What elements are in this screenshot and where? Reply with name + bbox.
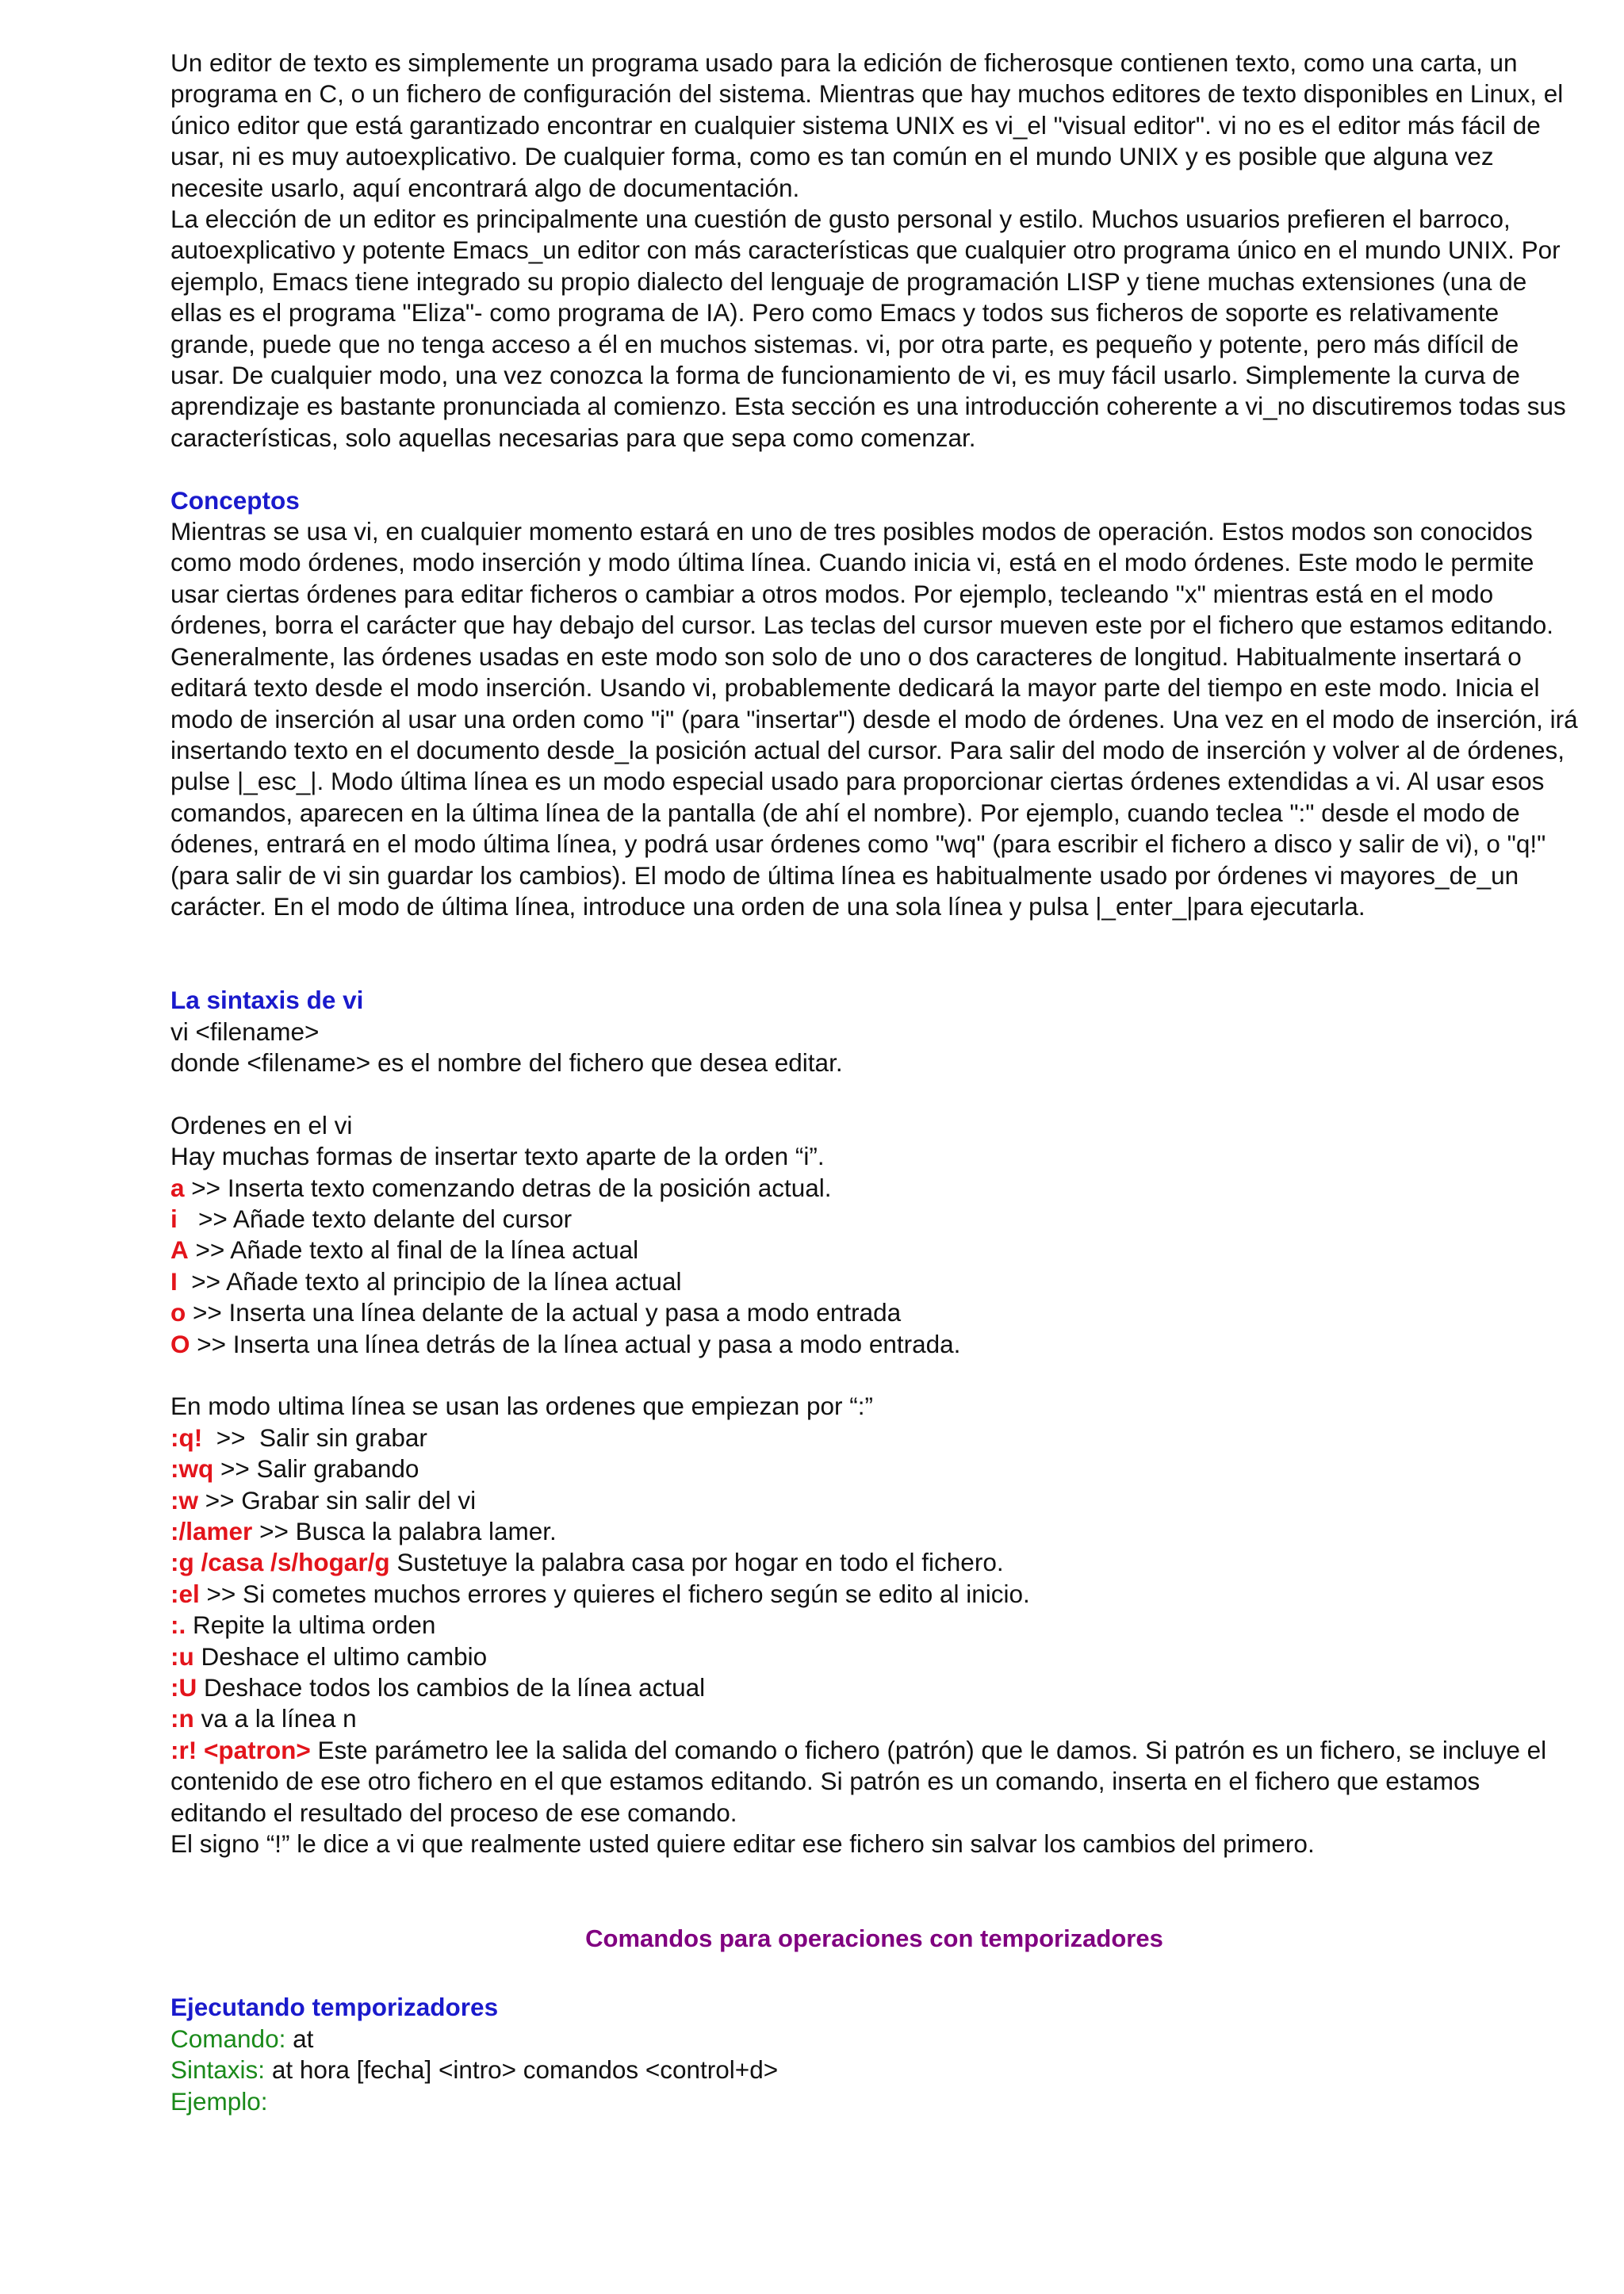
ultima-linea-item bbox=[170, 1516, 1578, 1547]
command-key: :g /casa /s/hogar/g bbox=[170, 1548, 390, 1577]
command-key: :/lamer bbox=[170, 1517, 253, 1546]
command-desc: Sustetuye la palabra casa por hogar en todo el fichero. bbox=[389, 1548, 1004, 1577]
command-desc: Deshace el ultimo cambio bbox=[193, 1641, 488, 1671]
command-key: :q! bbox=[170, 1423, 203, 1452]
ultima-linea-item bbox=[170, 1579, 1578, 1610]
command-desc: >> Busca la palabra lamer. bbox=[252, 1517, 557, 1546]
ultima-linea-item-patron bbox=[170, 1735, 1578, 1829]
spacer bbox=[170, 454, 1578, 484]
ordenes-item bbox=[170, 1235, 1578, 1266]
ultima-linea-item bbox=[170, 1485, 1578, 1516]
command-desc: >> Añade texto delante del cursor bbox=[177, 1204, 573, 1233]
command-key: I bbox=[170, 1266, 178, 1296]
command-desc: >> Inserta una línea delante de la actual y pasa a modo entrada bbox=[186, 1298, 902, 1327]
ordenes-item bbox=[170, 1204, 1578, 1235]
spacer bbox=[170, 1891, 1578, 1923]
command-desc: >> Inserta texto comenzando detras de la posición actual. bbox=[184, 1173, 832, 1202]
command-key: :wq bbox=[170, 1454, 214, 1484]
spacer bbox=[170, 1360, 1578, 1391]
comando-line bbox=[170, 2024, 1578, 2055]
command-key: :n bbox=[170, 1704, 194, 1733]
command-desc: Deshace todos los cambios de la línea actual bbox=[197, 1673, 706, 1702]
spacer bbox=[170, 1078, 1578, 1109]
command-key: :. bbox=[170, 1610, 186, 1640]
signo-note: El signo “!” le dice a vi que realmente usted quiere editar ese fichero sin salvar los cambios del primero. bbox=[170, 1829, 1315, 1859]
command-desc: va a la línea n bbox=[193, 1704, 357, 1733]
conceptos-heading: Conceptos bbox=[170, 485, 300, 515]
ordenes-intro: Hay muchas formas de insertar texto aparte de la orden “i”. bbox=[170, 1142, 825, 1171]
document-page bbox=[170, 48, 1578, 2117]
ultima-linea-list bbox=[170, 1423, 1578, 1829]
command-key: O bbox=[170, 1329, 190, 1358]
command-key: :U bbox=[170, 1673, 197, 1702]
command-key: :u bbox=[170, 1641, 194, 1671]
ejecutando-heading: Ejecutando temporizadores bbox=[170, 1993, 499, 2022]
comando-value: at bbox=[285, 2024, 314, 2053]
command-key: :r! <patron> bbox=[170, 1735, 311, 1764]
ejemplo-line bbox=[170, 2086, 1578, 2117]
command-desc: >> Salir sin grabar bbox=[202, 1423, 427, 1452]
command-desc: >> Salir grabando bbox=[213, 1454, 419, 1484]
command-desc: >> Si cometes muchos errores y quieres el fichero según se edito al inicio. bbox=[199, 1579, 1030, 1608]
spacer bbox=[170, 1954, 1578, 1992]
ultima-linea-item bbox=[170, 1672, 1578, 1703]
comando-label: Comando: bbox=[170, 2024, 286, 2053]
command-desc: Repite la ultima orden bbox=[186, 1610, 436, 1640]
sintaxis-line-1: vi <filename> bbox=[170, 1017, 320, 1046]
temporizadores-heading: Comandos para operaciones con temporizadores bbox=[585, 1924, 1163, 1952]
sintaxis-line-2: donde <filename> es el nombre del fichero que desea editar. bbox=[170, 1047, 843, 1077]
command-key: o bbox=[170, 1298, 186, 1327]
ultima-linea-item bbox=[170, 1703, 1578, 1734]
command-desc: >> Añade texto al final de la línea actual bbox=[188, 1235, 639, 1265]
ejemplo-label: Ejemplo: bbox=[170, 2086, 268, 2116]
command-desc: >> Inserta una línea detrás de la línea actual y pasa a modo entrada. bbox=[190, 1329, 961, 1358]
command-key: i bbox=[170, 1204, 178, 1233]
ordenes-item bbox=[170, 1329, 1578, 1360]
spacer bbox=[170, 922, 1578, 985]
command-desc: >> Añade texto al principio de la línea actual bbox=[177, 1266, 682, 1296]
sintaxis-label: Sintaxis: bbox=[170, 2055, 266, 2085]
command-desc: Este parámetro lee la salida del comando o fichero (patrón) que le damos. Si patrón es un fichero, se incluye el contenido de ese otro fichero en el que estamos editando. Si patrón es un comando, inserta en el fichero que estamos editando el resultado del proceso de ese comando. bbox=[170, 1735, 1547, 1827]
command-key: :el bbox=[170, 1579, 200, 1608]
ordenes-list bbox=[170, 1173, 1578, 1360]
ultima-linea-item bbox=[170, 1453, 1578, 1484]
conceptos-body: Mientras se usa vi, en cualquier momento estará en uno de tres posibles modos de operación. Estos modos son conocidos como modo órdenes, modo inserción y modo última línea. Cuando inicia vi, está en el modo órdenes. Este modo le permite usar ciertas órdenes para editar ficheros o cambiar a otros modos. Por ejemplo, tecleando "x" mientras está en el modo órdenes, borra el carácter que hay debajo del cursor. Las teclas del cursor mueven este por el fichero que estamos editando. Generalmente, las órdenes usadas en este modo son solo de uno o dos caracteres de longitud. Habitualmente insertará o editará texto desde el modo inserción. Usando vi, probablemente dedicará la mayor parte del tiempo en este modo. Inicia el modo de inserción al usar una orden como "i" (para "insertar") desde el modo de órdenes. Una vez en el modo de inserción, irá insertando texto en el documento desde_la posición actual del cursor. Para salir del modo de inserción y volver al de órdenes, pulse |_esc_|. Modo última línea es un modo especial usado para proporcionar ciertas órdenes extendidas a vi. Al usar esos comandos, aparecen en la última línea de la pantalla (de ahí el nombre). Por ejemplo, cuando teclea ":" desde el modo de ódenes, entrará en el modo última línea, y podrá usar órdenes como "wq" (para escribir el fichero a disco y salir de vi), o "q!" (para salir de vi sin guardar los cambios). El modo de última línea es habitualmente usado por órdenes vi mayores_de_un carácter. En el modo de última línea, introduce una orden de una sola línea y pulsa |_enter_|para ejecutarla. bbox=[170, 517, 1578, 921]
ultima-linea-item bbox=[170, 1641, 1578, 1672]
sintaxis-heading: La sintaxis de vi bbox=[170, 986, 364, 1015]
command-key: A bbox=[170, 1235, 189, 1265]
ultima-linea-item bbox=[170, 1547, 1578, 1578]
ordenes-item bbox=[170, 1266, 1578, 1297]
ordenes-title: Ordenes en el vi bbox=[170, 1110, 353, 1139]
ultima-linea-item bbox=[170, 1423, 1578, 1453]
command-key: a bbox=[170, 1173, 185, 1202]
ordenes-item bbox=[170, 1297, 1578, 1328]
intro-paragraph-2: La elección de un editor es principalmente una cuestión de gusto personal y estilo. Muchos usuarios prefieren el barroco, autoexplicativo y potente Emacs_un editor con más características que cualquier otro programa único en el mundo UNIX. Por ejemplo, Emacs tiene integrado su propio dialecto del lenguaje de programación LISP y tiene muchas extensiones (una de ellas es el programa "Eliza"- como programa de IA). Pero como Emacs y todos sus ficheros de soporte es relativamente grande, puede que no tenga acceso a él en muchos sistemas. vi, por otra parte, es pequeño y potente, pero más difícil de usar. De cualquier modo, una vez conozca la forma de funcionamiento de vi, es muy fácil usarlo. Simplemente la curva de aprendizaje es bastante pronunciada al comienzo. Esta sección es una introducción coherente a vi_no discutiremos todas sus características, solo aquellas necesarias para que sepa como comenzar. bbox=[170, 205, 1566, 452]
sintaxis-line bbox=[170, 2055, 1578, 2085]
ultima-linea-intro: En modo ultima línea se usan las ordenes que empiezan por “:” bbox=[170, 1392, 873, 1421]
command-key: :w bbox=[170, 1485, 198, 1515]
intro-paragraph-1: Un editor de texto es simplemente un programa usado para la edición de ficherosque contienen texto, como una carta, un programa en C, o un fichero de configuración del sistema. Mientras que hay muchos editores de texto disponibles en Linux, el único editor que está garantizado encontrar en cualquier sistema UNIX es vi_el "visual editor". vi no es el editor más fácil de usar, ni es muy autoexplicativo. De cualquier forma, como es tan común en el mundo UNIX y es posible que alguna vez necesite usarlo, aquí encontrará algo de documentación. bbox=[170, 48, 1564, 202]
sintaxis-value: at hora [fecha] <intro> comandos <control+d> bbox=[265, 2055, 779, 2085]
ultima-linea-item bbox=[170, 1610, 1578, 1641]
command-desc: >> Grabar sin salir del vi bbox=[198, 1485, 477, 1515]
spacer bbox=[170, 1860, 1578, 1891]
ordenes-item bbox=[170, 1173, 1578, 1204]
